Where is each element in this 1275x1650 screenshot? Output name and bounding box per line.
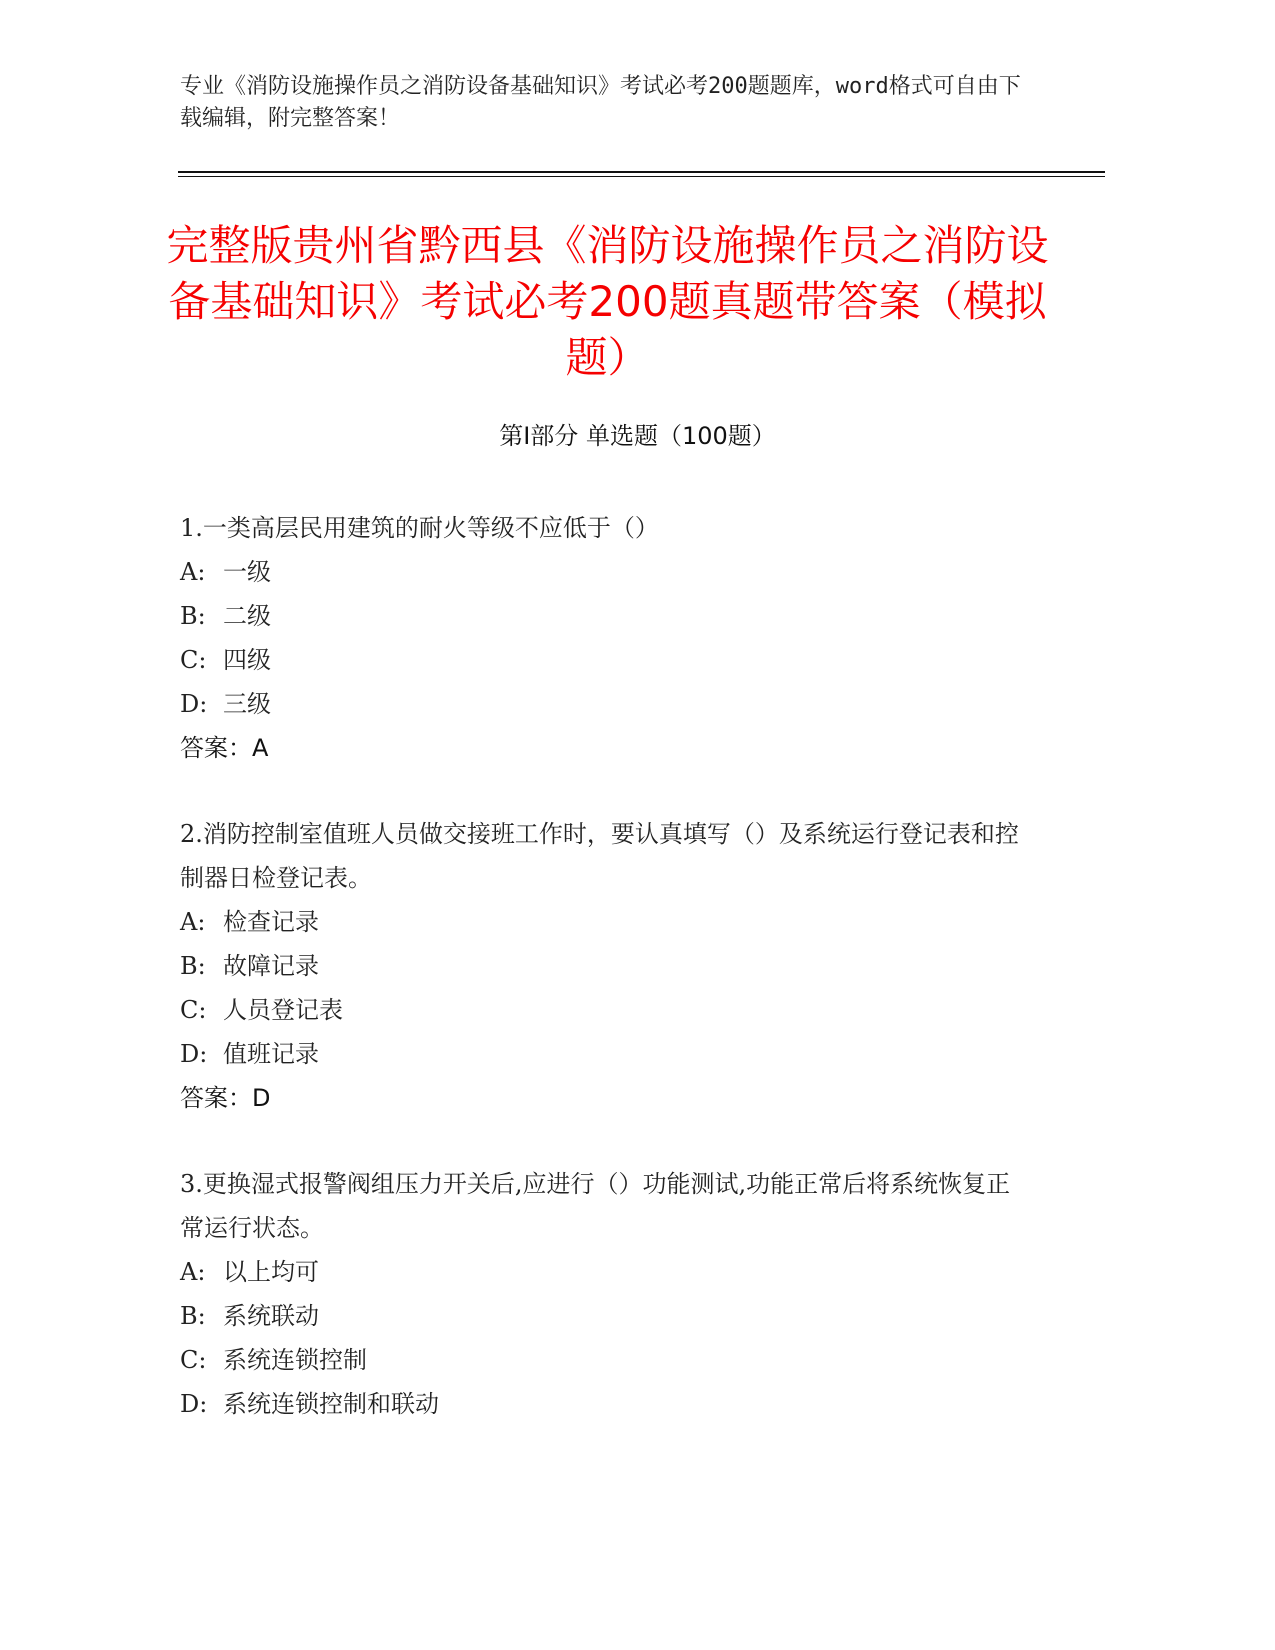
option-b (180, 944, 1030, 988)
option-b (180, 1294, 1030, 1338)
option-d (180, 1382, 1030, 1426)
question-stem: 2.消防控制室值班人员做交接班工作时，要认真填写（）及系统运行登记表和控制器日检登记表。 (180, 820, 1019, 892)
header-rule-bottom (178, 176, 1105, 177)
question-3 (180, 1162, 1030, 1426)
question-stem: 1.一类高层民用建筑的耐火等级不应低于（） (180, 514, 659, 542)
answer-line: 答案：D (180, 1084, 271, 1112)
option-text: 一级 (223, 558, 271, 586)
option-b (180, 594, 1030, 638)
option-c (180, 638, 1030, 682)
header-note: 专业《消防设施操作员之消防设备基础知识》考试必考200题题库，word格式可自由下载编辑，附完整答案！ (180, 74, 1021, 131)
option-text: 系统连锁控制和联动 (223, 1390, 439, 1418)
question-list (180, 506, 1030, 1468)
option-label: D: (180, 1040, 208, 1068)
option-label: A: (180, 558, 206, 586)
option-text: 人员登记表 (223, 996, 343, 1024)
option-text: 故障记录 (223, 952, 319, 980)
document-title: 完整版贵州省黔西县《消防设施操作员之消防设备基础知识》考试必考200题真题带答案（模拟题） (166, 221, 1049, 382)
option-d (180, 1032, 1030, 1076)
option-a (180, 900, 1030, 944)
option-label: C: (180, 646, 207, 674)
option-label: D: (180, 1390, 208, 1418)
question-stem: 3.更换湿式报警阀组压力开关后,应进行（）功能测试,功能正常后将系统恢复正常运行状态。 (180, 1170, 1011, 1242)
option-label: A: (180, 1258, 206, 1286)
option-c (180, 988, 1030, 1032)
option-text: 值班记录 (223, 1040, 319, 1068)
header-rule-top (178, 171, 1105, 173)
option-a (180, 1250, 1030, 1294)
option-label: A: (180, 908, 206, 936)
option-label: C: (180, 996, 207, 1024)
question-2 (180, 812, 1030, 1120)
option-text: 系统联动 (223, 1302, 319, 1330)
option-label: D: (180, 690, 208, 718)
answer-line: 答案：A (180, 734, 269, 762)
option-label: B: (180, 1302, 206, 1330)
option-text: 系统连锁控制 (223, 1346, 367, 1374)
option-text: 检查记录 (223, 908, 319, 936)
option-c (180, 1338, 1030, 1382)
option-text: 四级 (223, 646, 271, 674)
option-a (180, 550, 1030, 594)
option-label: B: (180, 602, 206, 630)
option-text: 以上均可 (223, 1258, 319, 1286)
section-heading: 第Ⅰ部分 单选题（100题） (499, 422, 776, 450)
option-label: C: (180, 1346, 207, 1374)
option-label: B: (180, 952, 206, 980)
question-1 (180, 506, 1030, 770)
option-text: 二级 (223, 602, 271, 630)
option-d (180, 682, 1030, 726)
option-text: 三级 (223, 690, 271, 718)
